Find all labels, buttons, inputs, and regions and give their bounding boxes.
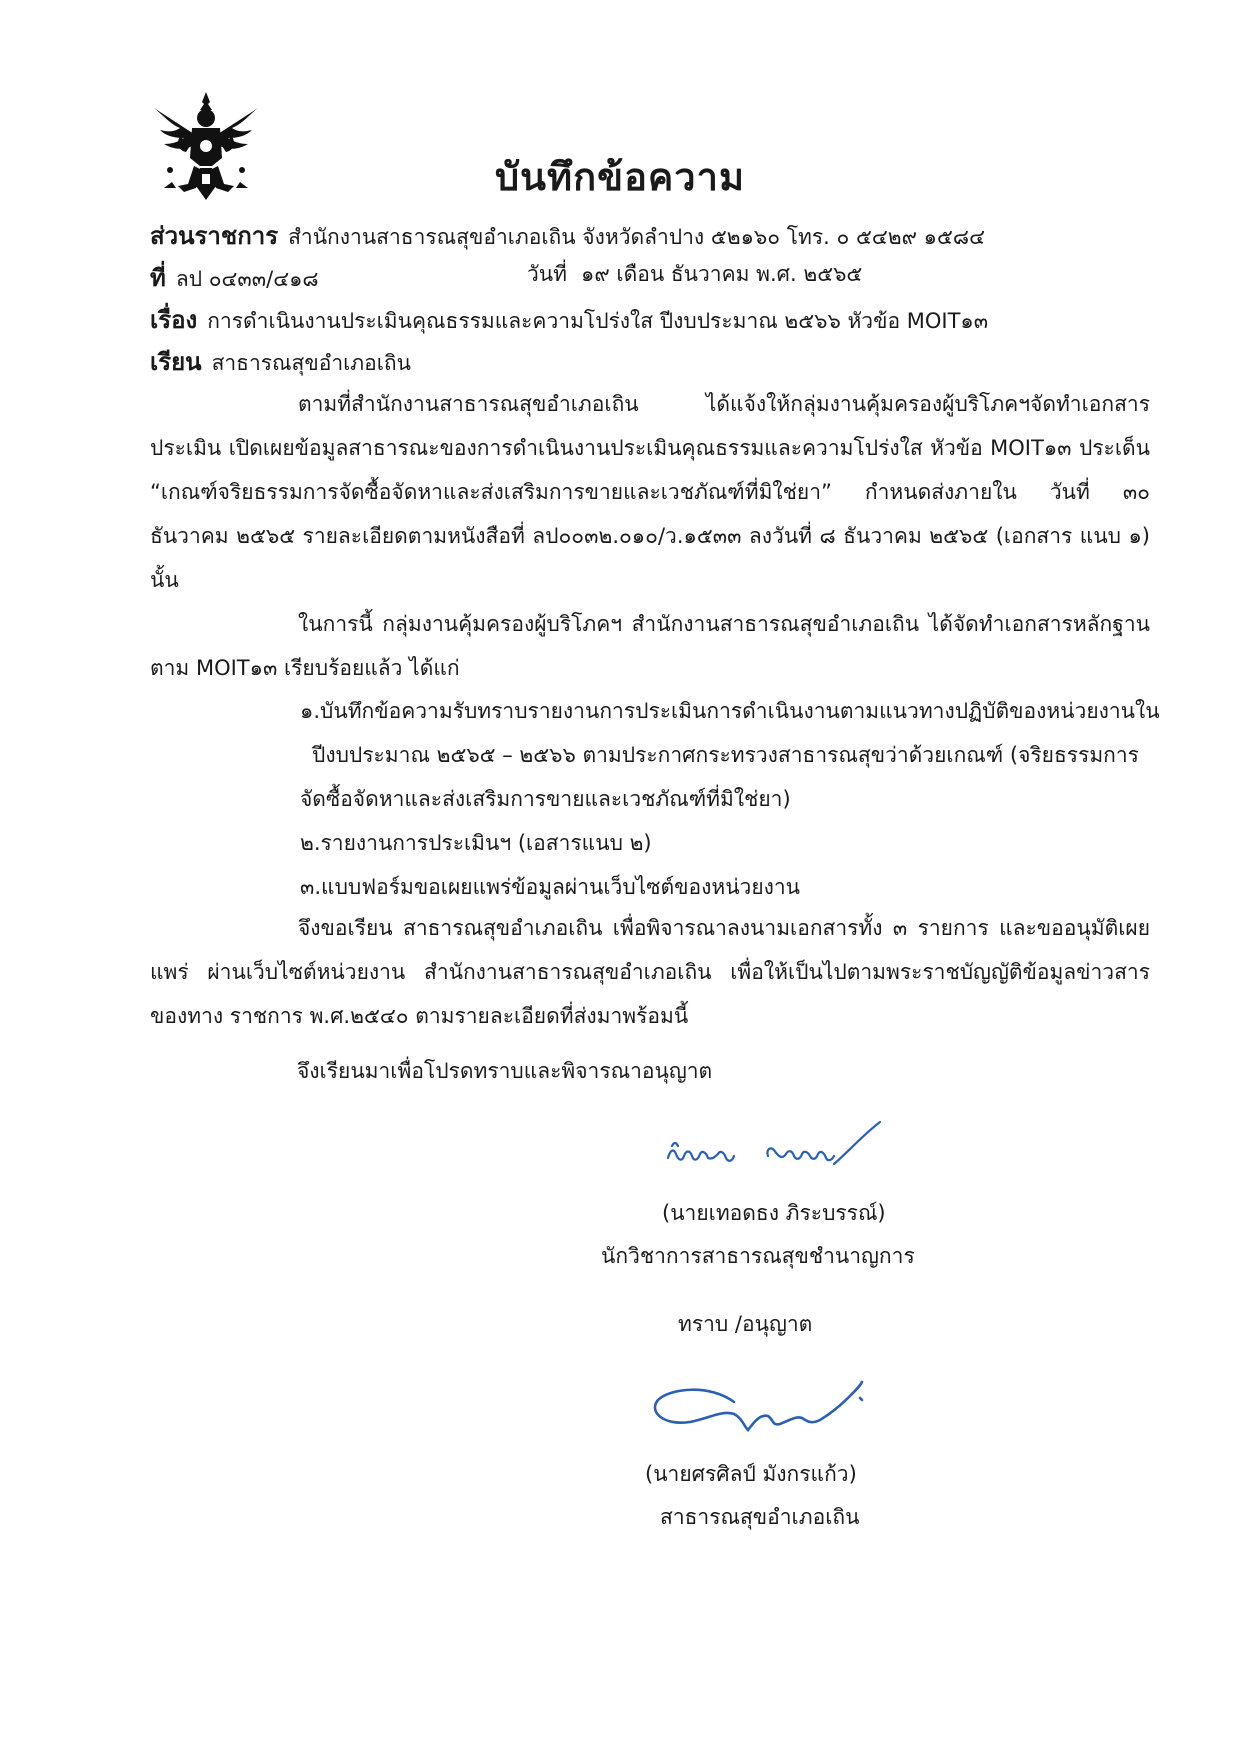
date-value: ๑๙ เดือน ธันวาคม พ.ศ. ๒๕๖๕ bbox=[581, 262, 863, 286]
signer-1-name: (นายเทอดธง ภิระบรรณ์) bbox=[662, 1201, 886, 1225]
subject-value: การดำเนินงานประเมินคุณธรรมและความโปร่งใส ปีงบประมาณ ๒๕๖๖ หัวข้อ MOIT๑๓ bbox=[207, 309, 989, 333]
signature-2-handwriting bbox=[650, 1370, 870, 1450]
subject-label: เรื่อง bbox=[150, 306, 198, 334]
approval-line: ทราบ /อนุญาต bbox=[678, 1312, 813, 1336]
reference-number: ลป ๐๔๓๓/๔๑๘ bbox=[175, 267, 319, 291]
list-item: ปีงบประมาณ ๒๕๖๕ – ๒๕๖๖ ตามประกาศกระทรวงสาธารณสุขว่าด้วยเกณฑ์ (จริยธรรมการ bbox=[312, 743, 1139, 767]
list-item: ๓.แบบฟอร์มขอเผยแพร่ข้อมูลผ่านเว็บไซต์ของหน่วยงาน bbox=[300, 875, 801, 899]
signer-2-name: (นายศรศิลป์ มังกรแก้ว) bbox=[645, 1462, 857, 1486]
reference-line bbox=[150, 258, 319, 297]
agency-label: ส่วนราชการ bbox=[150, 222, 279, 250]
date-label: วันที่ bbox=[527, 262, 567, 286]
agency-value: สำนักงานสาธารณสุขอำเภอเถิน จังหวัดลำปาง ๕๒๑๖๐ โทร. ๐ ๕๔๒๙ ๑๕๘๔ bbox=[288, 225, 985, 249]
paragraph-2-text: ในการนี้ กลุ่มงานคุ้มครองผู้บริโภคฯ สำนักงานสาธารณสุขอำเภอเถิน ได้จัดทำเอกสารหลักฐานตาม MOIT๑๓ เรียบร้อยแล้ว ได้แก่ bbox=[150, 612, 1150, 680]
signer-2-position: สาธารณสุขอำเภอเถิน bbox=[660, 1505, 860, 1529]
signature-1-handwriting bbox=[660, 1120, 900, 1180]
date-line bbox=[527, 258, 862, 291]
paragraph-1-text: ตามที่สำนักงานสาธารณสุขอำเภอเถิน ได้แจ้งให้กลุ่มงานคุ้มครองผู้บริโภคฯจัดทำเอกสารประเมิน เปิดเผยข้อมูลสาธารณะของการดำเนินงานประเมินคุณธรรมและความโปร่งใส หัวข้อ MOIT๑๓ ประเด็น “เกณฑ์จริยธรรมการจัดซื้อจัดหาและส่งเสริมการขายและเวชภัณฑ์ที่มิใช่ยา” กำหนดส่งภายใน วันที่ ๓๐ ธันวาคม ๒๕๖๕ รายละเอียดตามหนังสือที่ ลป๐๐๓๒.๐๑๐/ว.๑๕๓๓ ลงวันที่ ๘ ธันวาคม ๒๕๖๕ (เอกสาร แนบ ๑) นั้น bbox=[150, 392, 1150, 592]
signer-1-position: นักวิชาการสาธารณสุขชำนาญการ bbox=[601, 1244, 915, 1268]
body-paragraph-1 bbox=[150, 382, 1150, 602]
addressee-label: เรียน bbox=[150, 348, 202, 376]
subject-line bbox=[150, 300, 988, 339]
body-paragraph-3 bbox=[150, 906, 1150, 1038]
list-item: จัดซื้อจัดหาและส่งเสริมการขายและเวชภัณฑ์ที่มิใช่ยา) bbox=[300, 787, 791, 811]
list-item: ๑.บันทึกข้อความรับทราบรายงานการประเมินการดำเนินงานตามแนวทางปฏิบัติของหน่วยงานใน bbox=[300, 699, 1160, 723]
agency-line bbox=[150, 216, 985, 255]
list-item: ๒.รายงานการประเมินฯ (เอสารแนบ ๒) bbox=[300, 831, 652, 855]
addressee-line bbox=[150, 342, 411, 381]
page-title: บันทึกข้อความ bbox=[494, 155, 746, 199]
closing-line: จึงเรียนมาเพื่อโปรดทราบและพิจารณาอนุญาต bbox=[297, 1059, 713, 1083]
reference-label: ที่ bbox=[150, 264, 166, 292]
addressee-value: สาธารณสุขอำเภอเถิน bbox=[211, 351, 412, 375]
paragraph-3-text: จึงขอเรียน สาธารณสุขอำเภอเถิน เพื่อพิจารณาลงนามเอกสารทั้ง ๓ รายการ และขออนุมัติเผยแพร่ ผ่านเว็บไซต์หน่วยงาน สำนักงานสาธารณสุขอำเภอเถิน เพื่อให้เป็นไปตามพระราชบัญญัติข้อมูลข่าวสารของทาง ราชการ พ.ศ.๒๕๔๐ ตามรายละเอียดที่ส่งมาพร้อมนี้ bbox=[150, 916, 1150, 1028]
body-paragraph-2 bbox=[150, 602, 1150, 690]
